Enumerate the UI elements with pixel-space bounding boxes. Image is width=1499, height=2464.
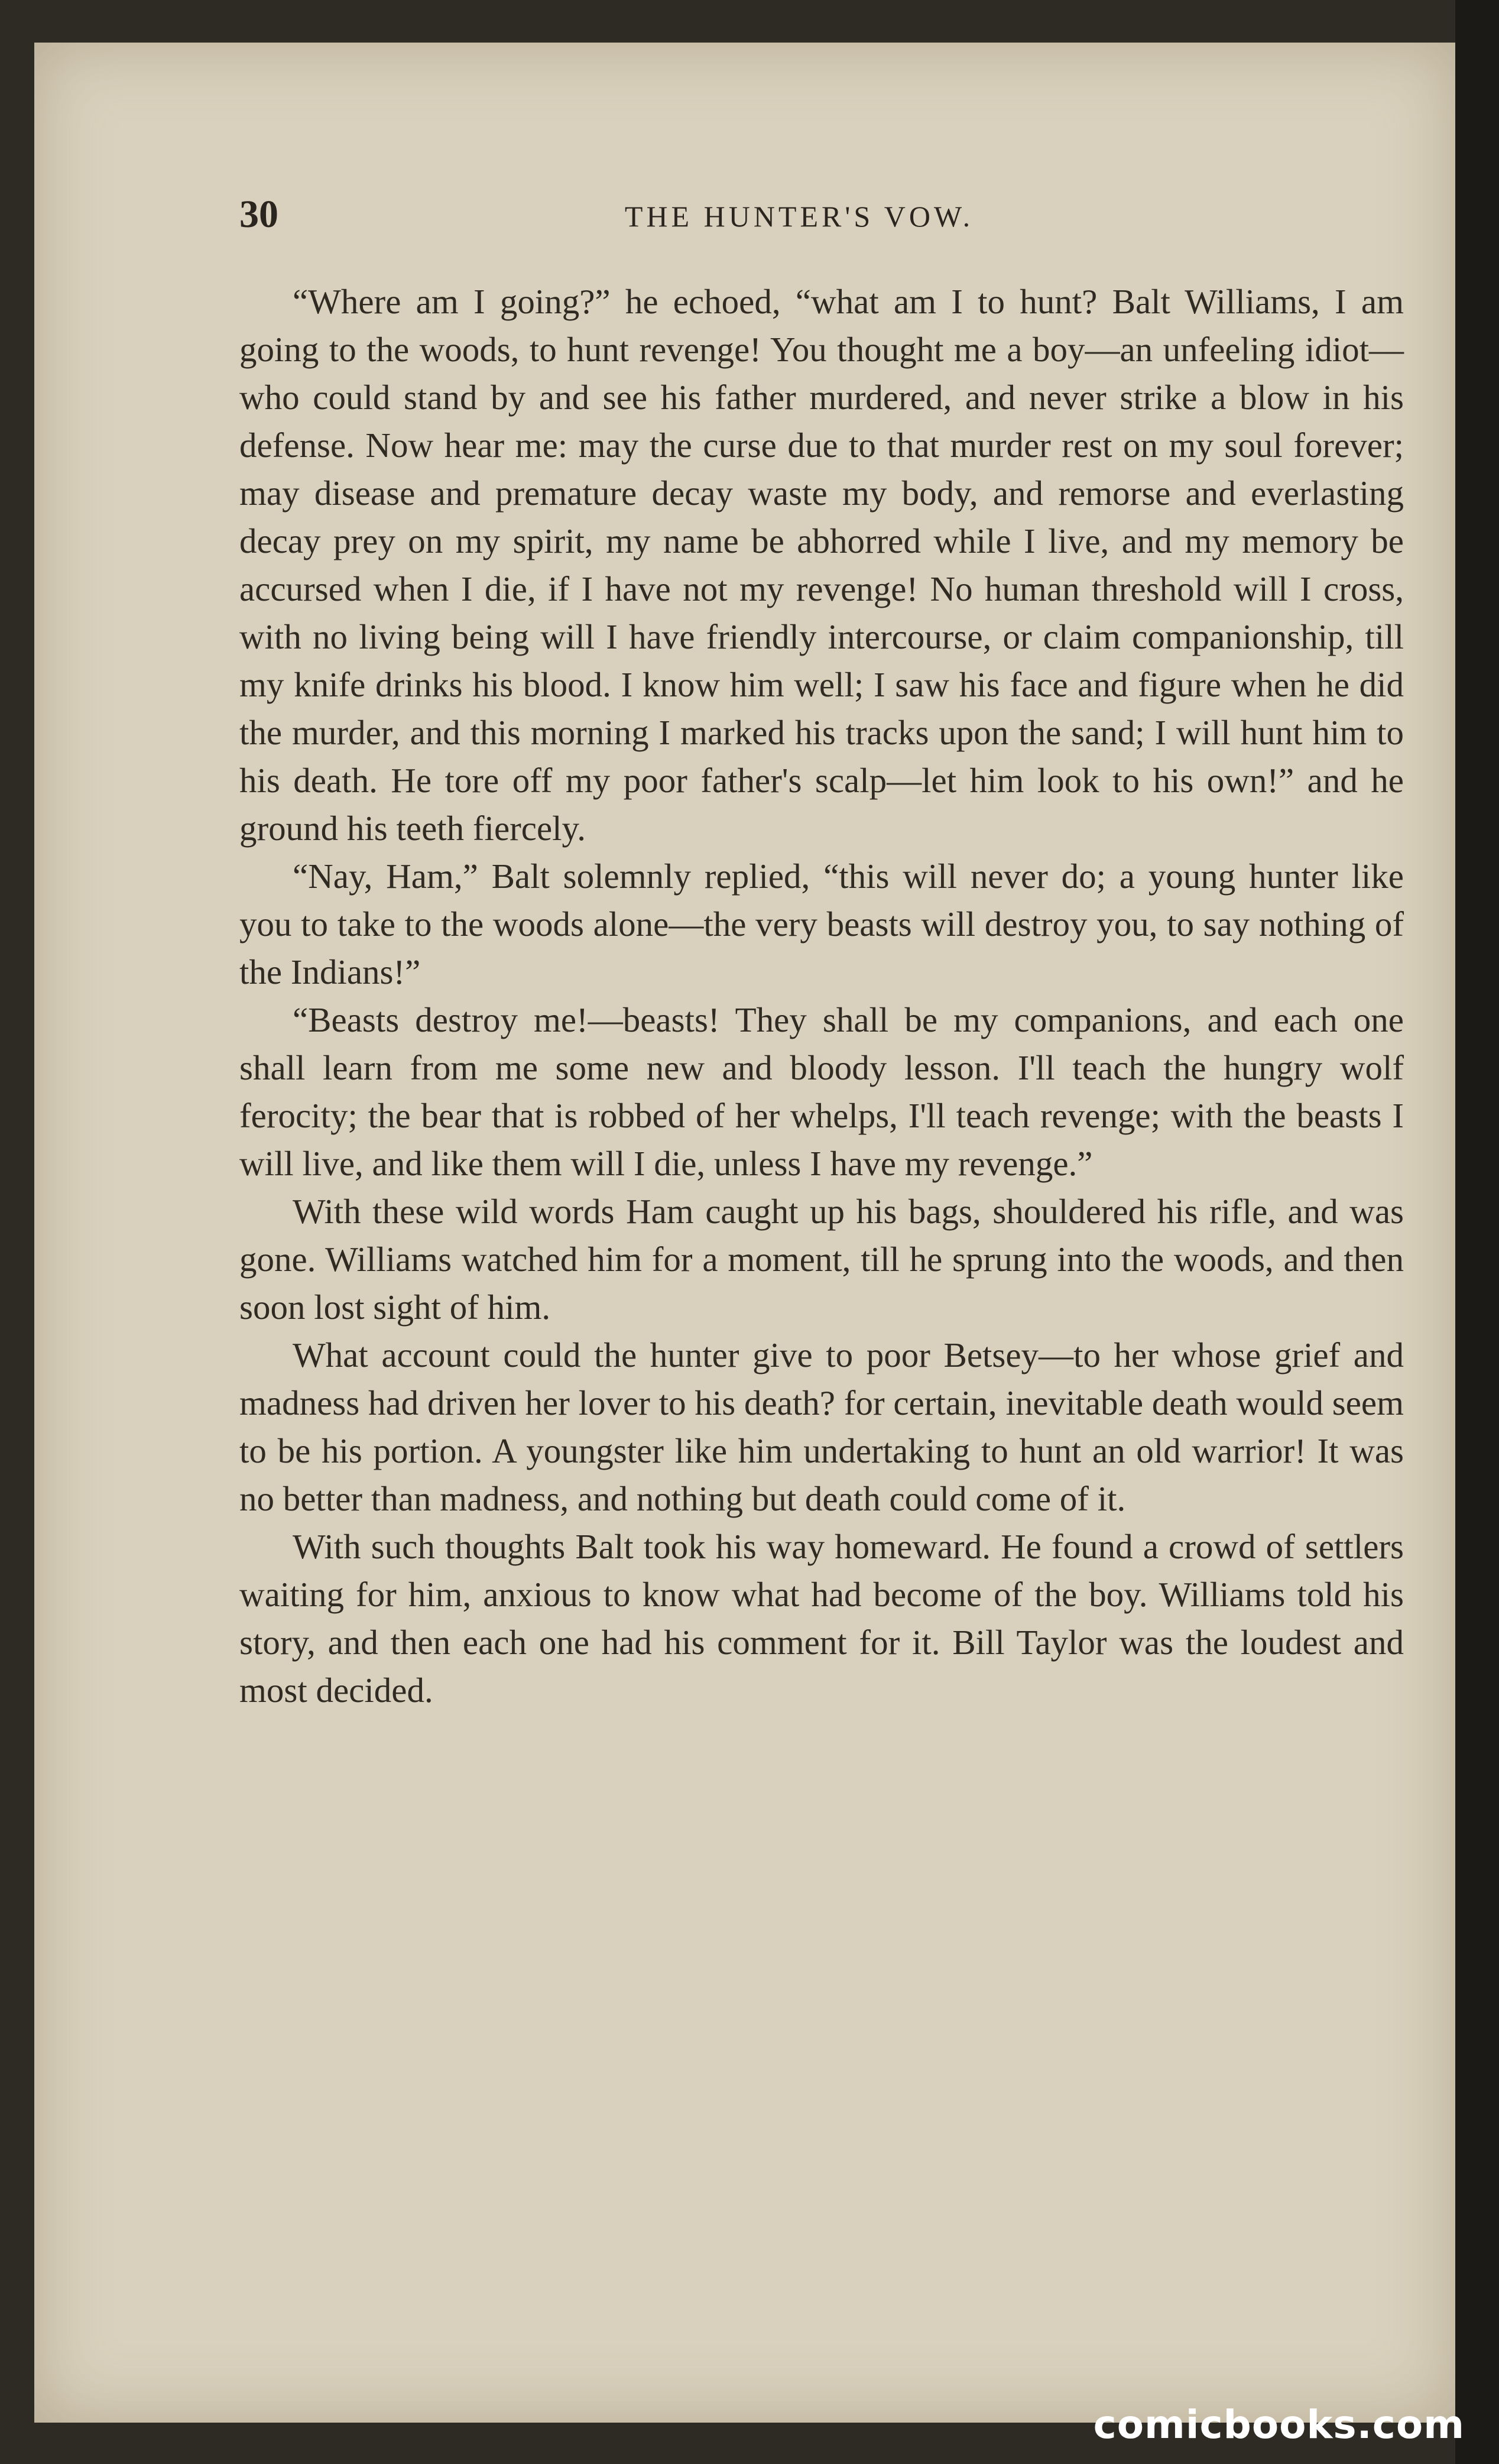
book-spine [1455,0,1499,2464]
paragraph: What account could the hunter give to poor Betsey—to her whose grief and madness had driven her lover to his death? for certain, inevitable death would seem to be his portion. A youngster like him undertaking to hunt an old warrior! It was no better than madness, and nothing but death could come of it. [239,1335,1404,1518]
paragraph: With these wild words Ham caught up his bags, shouldered his rifle, and was gone. Williams watched him for a moment, till he sprung into the woods, and then soon lost sight of him. [239,1192,1404,1327]
paragraph: “Nay, Ham,” Balt solemnly replied, “this will never do; a young hunter like you to take to the woods alone—the very beasts will destroy you, to say nothing of the Indians!” [239,857,1404,991]
body-text [239,278,1404,1714]
watermark: comicbooks.com [1093,2402,1465,2447]
page-number: 30 [239,193,278,236]
page-header [199,192,1399,245]
paragraph: With such thoughts Balt took his way homeward. He found a crowd of settlers waiting for him, anxious to know what had become of the boy. Williams told his story, and then each one had his comment for it. Bill Taylor was the loudest and most decided. [239,1527,1404,1710]
running-head: THE HUNTER'S VOW. [624,200,974,233]
paragraph: “Beasts destroy me!—beasts! They shall be my companions, and each one shall learn from me some new and bloody lesson. I'll teach the hungry wolf ferocity; the bear that is robbed of her whelps, I'll teach revenge; with the beasts I will live, and like them will I die, unless I have my revenge.” [239,1000,1404,1183]
paragraph: “Where am I going?” he echoed, “what am I to hunt? Balt Williams, I am going to the woods, to hunt revenge! You thought me a boy—an unfeeling idiot—who could stand by and see his father murdered, and never strike a blow in his defense. Now hear me: may the curse due to that murder rest on my soul forever; may disease and premature decay waste my body, and remorse and everlasting decay prey on my spirit, my name be abhorred while I live, and my memory be accursed when I die, if I have not my revenge! No human threshold will I cross, with no living being will I have friendly intercourse, or claim companionship, till my knife drinks his blood. I know him well; I saw his face and figure when he did the murder, and this morning I marked his tracks upon the sand; I will hunt him to his death. He tore off my poor father's scalp—let him look to his own!” and he ground his teeth fiercely. [239,282,1404,848]
